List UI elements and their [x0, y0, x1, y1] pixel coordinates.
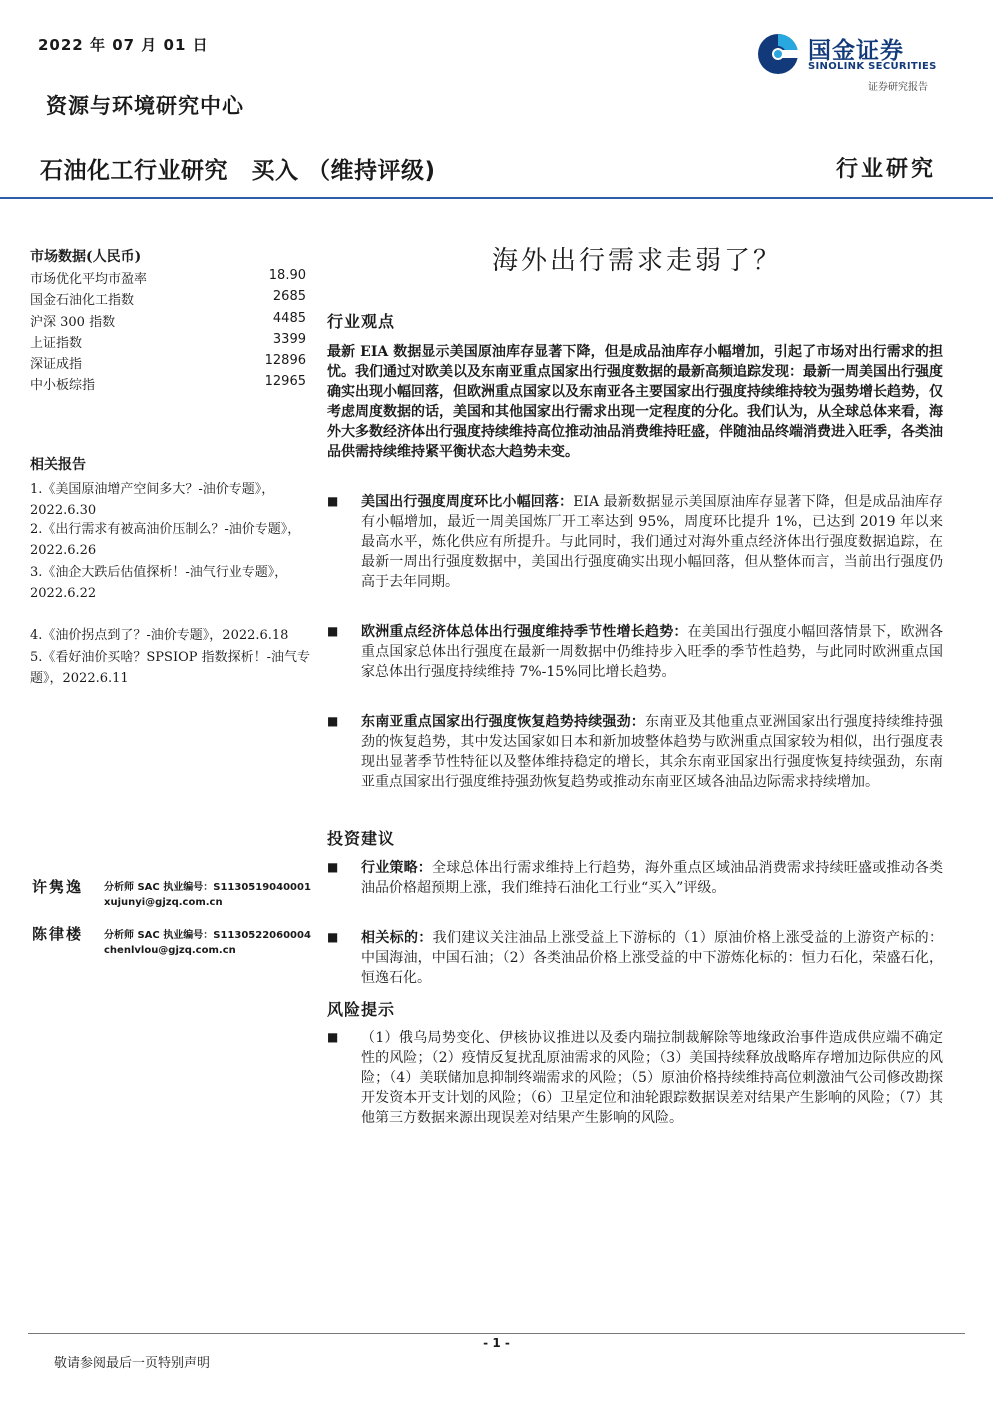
sinolink-logo-icon	[756, 32, 802, 76]
market-row	[30, 353, 306, 373]
market-row-value: 18.90	[268, 268, 306, 283]
related-report-link[interactable]: 4.《油价拐点到了？-油价专题》，2022.6.18	[30, 628, 289, 643]
market-row	[30, 332, 306, 352]
market-row-label: 中小板综指	[30, 378, 96, 393]
analyst-sac-number: 分析师 SAC 执业编号：S1130522060004	[104, 930, 311, 941]
bullet-square-icon: ■	[327, 494, 339, 508]
bullet-head: 行业策略：	[361, 860, 432, 876]
header-divider	[0, 197, 993, 199]
market-row-label: 沪深 300 指数	[30, 315, 116, 330]
related-report-link[interactable]: 2.《出行需求有被高油价压制么？-油价专题》，2022.6.26	[30, 522, 301, 558]
market-data-heading: 市场数据(人民币)	[30, 249, 142, 265]
industry-rating-title: 石油化工行业研究 买入 （维持评级)	[40, 158, 436, 184]
bullet-text: 在美国出行强度小幅回落情景下，欧洲各重点国家总体出行强度在最新一周数据中仍维持步入旺季的季节性趋势，与此同时欧洲重点国家总体出行强度持续维持 7%-15%同比增长趋势。	[361, 624, 944, 680]
analyst-email[interactable]: chenlvlou@gjzq.com.cn	[104, 945, 236, 956]
view-bullet	[361, 622, 943, 682]
page-number: - 1 -	[483, 1336, 510, 1350]
analyst-email[interactable]: xujunyi@gjzq.com.cn	[104, 897, 223, 908]
report-date: 2022 年 07 月 01 日	[38, 36, 209, 54]
analyst-sac-number: 分析师 SAC 执业编号：S1130519040001	[104, 882, 311, 893]
market-row-value: 12896	[264, 353, 306, 368]
bullet-text: EIA 最新数据显示美国原油库存显著下降，但是成品油库存有小幅增加，最近一周美国炼厂开工率达到 95%，周度环比提升 1%，已达到 2019 年以来最高水平，炼化供应有所提升。与此同时，我们通过对海外重点经济体出行强度数据追踪，在最新一周出行强度数据中，美国出行强度确实出现小幅回落，但从整体而言，当前出行强度仍高于去年同期。	[361, 494, 943, 590]
market-row-value: 4485	[272, 311, 306, 326]
bullet-square-icon: ■	[327, 1030, 339, 1044]
logo-en-text: SINOLINK SECURITIES	[808, 61, 937, 72]
view-bullet	[361, 712, 943, 792]
market-row	[30, 268, 306, 288]
market-row-value: 12965	[264, 374, 306, 389]
market-row-value: 2685	[272, 289, 306, 304]
bullet-text: 东南亚及其他重点亚洲国家出行强度持续维持强劲的恢复趋势，其中发达国家如日本和新加坡整体趋势与欧洲重点国家较为相似，出行强度表现出显著季节性特征以及整体维持稳定的增长，其余东南亚国家出行强度恢复持续强劲，东南亚重点国家出行强度维持强劲恢复趋势或推动东南亚区域各油品边际需求持续增加。	[361, 714, 943, 790]
bullet-square-icon: ■	[327, 624, 339, 638]
footer-divider	[28, 1333, 965, 1334]
research-center-name: 资源与环境研究中心	[46, 93, 244, 118]
report-category-tag: 行业研究	[836, 156, 937, 182]
analyst-name: 许隽逸	[32, 878, 84, 896]
report-type-label: 证券研究报告	[868, 82, 928, 93]
related-report-link[interactable]: 5.《看好油价买啥？SPSIOP 指数探析！-油气专题》，2022.6.11	[30, 650, 311, 686]
summary-paragraph: 最新 EIA 数据显示美国原油库存显著下降，但是成品油库存小幅增加，引起了市场对出行需求的担忧。我们通过对欧美以及东南亚重点国家出行强度数据的最新高频追踪发现：最新一周美国出行强度确实出现小幅回落，但欧洲重点国家以及东南亚各主要国家出行强度持续维持较为强势增长趋势，仅考虑周度数据的话，美国和其他国家出行需求出现一定程度的分化。我们认为，从全球总体来看，海外大多数经济体出行强度持续维持高位推动油品消费维持旺盛，伴随油品终端消费进入旺季，各类油品供需持续维持紧平衡状态大趋势未变。	[327, 344, 943, 460]
market-row-label: 上证指数	[30, 336, 83, 351]
bullet-head: 东南亚重点国家出行强度恢复趋势持续强劲：	[361, 714, 645, 730]
industry-view-heading: 行业观点	[327, 312, 396, 331]
bullet-head: 欧洲重点经济体总体出行强度维持季节性增长趋势：	[361, 624, 688, 640]
invest-bullet	[361, 928, 943, 988]
bullet-square-icon: ■	[327, 930, 339, 944]
market-row-label: 国金石油化工指数	[30, 293, 135, 308]
bullet-square-icon: ■	[327, 860, 339, 874]
investment-advice-heading: 投资建议	[327, 829, 396, 848]
market-row-label: 深证成指	[30, 357, 83, 372]
bullet-head: 相关标的：	[361, 930, 433, 946]
bullet-head: 美国出行强度周度环比小幅回落：	[361, 494, 574, 510]
market-row	[30, 311, 306, 331]
bullet-text: 全球总体出行需求维持上行趋势，海外重点区域油品消费需求持续旺盛或推动各类油品价格超预期上涨，我们维持石油化工行业“买入”评级。	[361, 860, 943, 896]
related-report-link[interactable]: 1.《美国原油增产空间多大？-油价专题》，2022.6.30	[30, 482, 275, 518]
report-title: 海外出行需求走弱了？	[491, 246, 782, 276]
bullet-square-icon: ■	[327, 714, 339, 728]
market-row	[30, 374, 306, 394]
market-row	[30, 289, 306, 309]
related-reports-heading: 相关报告	[30, 457, 86, 473]
invest-bullet	[361, 858, 943, 898]
risk-paragraph: （1）俄乌局势变化、伊核协议推进以及委内瑞拉制裁解除等地缘政治事件造成供应端不确定性的风险；（2）疫情反复扰乱原油需求的风险；（3）美国持续释放战略库存增加边际供应的风险；（4）美联储加息抑制终端需求的风险；（5）原油价格持续维持高位刺激油气公司修改勘探开发资本开支计划的风险；（6）卫星定位和油轮跟踪数据误差对结果产生影响的风险；（7）其他第三方数据来源出现误差对结果产生影响的风险。	[361, 1030, 943, 1126]
market-row-label: 市场优化平均市盈率	[30, 272, 148, 287]
analyst-info	[104, 928, 311, 958]
risk-heading: 风险提示	[327, 1000, 396, 1019]
analyst-info	[104, 880, 311, 910]
logo-cn-text: 国金证券	[808, 38, 904, 64]
related-report-link[interactable]: 3.《油企大跌后估值探析！-油气行业专题》，2022.6.22	[30, 565, 288, 601]
analyst-name: 陈律楼	[32, 925, 84, 943]
market-row-value: 3399	[272, 332, 306, 347]
disclaimer-note: 敬请参阅最后一页特别声明	[54, 1356, 211, 1371]
bullet-text: 我们建议关注油品上涨受益上下游标的（1）原油价格上涨受益的上游资产标的：中国海油，中国石油；（2）各类油品价格上涨受益的中下游炼化标的：恒力石化，荣盛石化，恒逸石化。	[361, 930, 944, 986]
view-bullet	[361, 492, 943, 592]
